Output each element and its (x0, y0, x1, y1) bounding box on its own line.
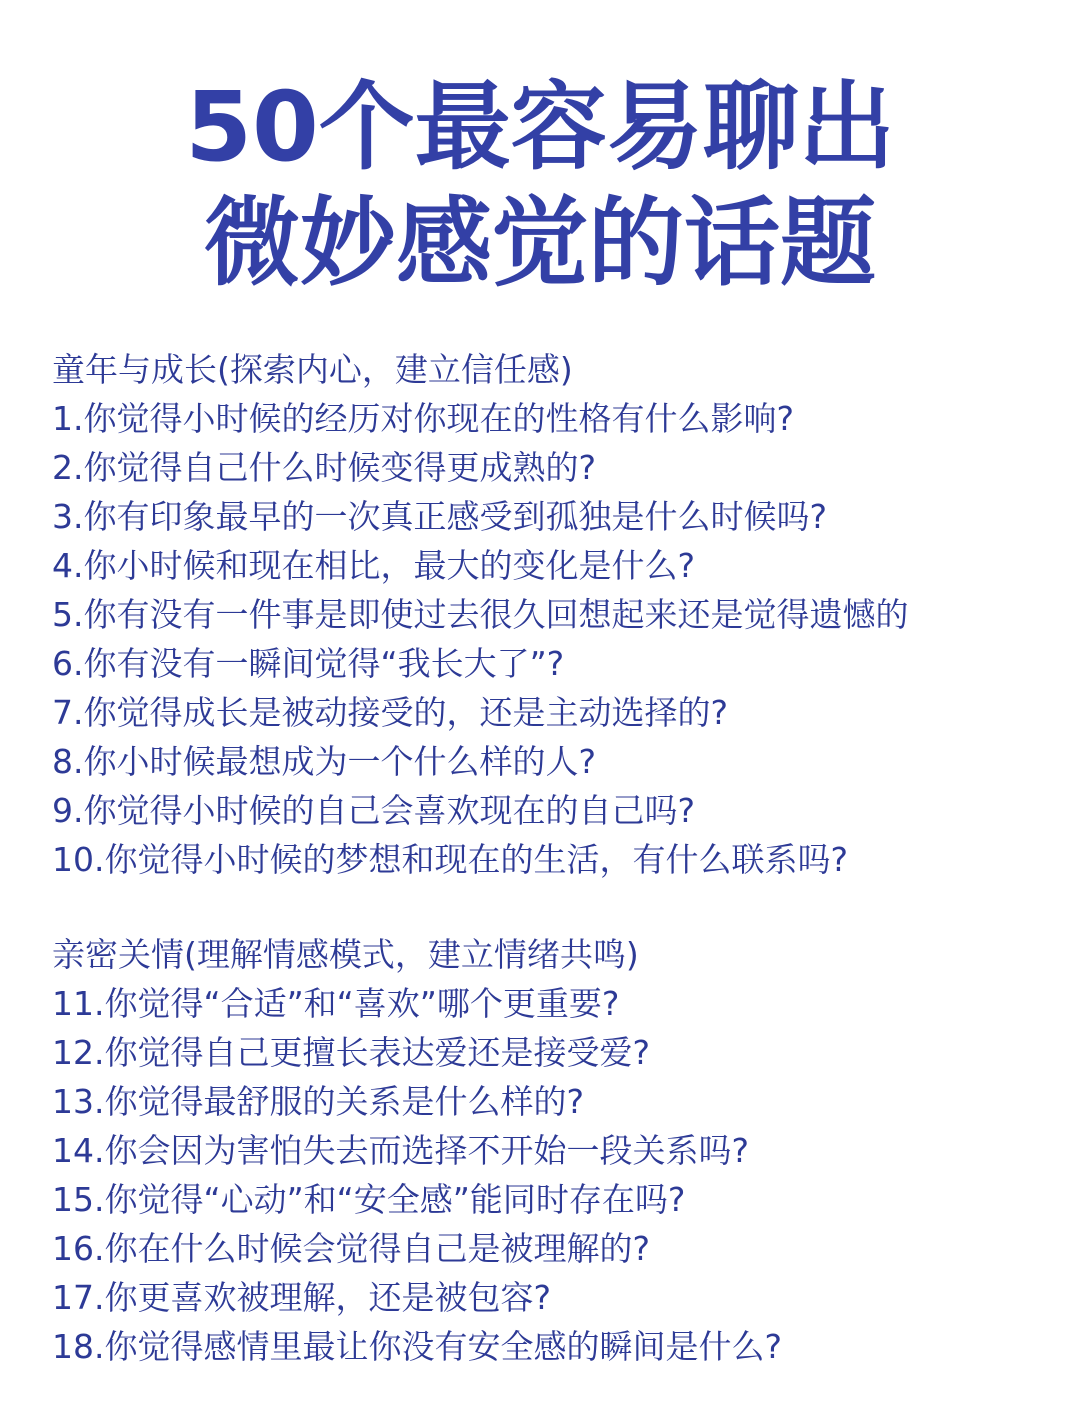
page-title-line-1: 50个最容易聊出 (185, 71, 895, 183)
list-item: 15.你觉得“心动”和“安全感”能同时存在吗? (52, 1180, 686, 1219)
list-item: 13.你觉得最舒服的关系是什么样的? (52, 1082, 584, 1121)
list-item: 12.你觉得自己更擅长表达爱还是接受爱? (52, 1033, 650, 1072)
list-item: 1.你觉得小时候的经历对你现在的性格有什么影响? (52, 399, 795, 438)
list-item: 3.你有印象最早的一次真正感受到孤独是什么时候吗? (52, 497, 828, 536)
list-item: 2.你觉得自己什么时候变得更成熟的? (52, 448, 597, 487)
list-item: 18.你觉得感情里最让你没有安全感的瞬间是什么? (52, 1327, 782, 1366)
list-item: 16.你在什么时候会觉得自己是被理解的? (52, 1229, 650, 1268)
section-heading: 童年与成长(探索内心，建立信任感) (52, 350, 573, 389)
list-item: 6.你有没有一瞬间觉得“我长大了”? (52, 644, 565, 683)
list-item: 4.你小时候和现在相比，最大的变化是什么? (52, 546, 696, 585)
page-title-line-2: 微妙感觉的话题 (204, 187, 876, 299)
list-item: 11.你觉得“合适”和“喜欢”哪个更重要? (52, 984, 620, 1023)
list-item: 9.你觉得小时候的自己会喜欢现在的自己吗? (52, 791, 696, 830)
list-item: 8.你小时候最想成为一个什么样的人? (52, 742, 597, 781)
list-item: 10.你觉得小时候的梦想和现在的生活，有什么联系吗? (52, 840, 848, 879)
list-item: 17.你更喜欢被理解，还是被包容? (52, 1278, 551, 1317)
list-item: 5.你有没有一件事是即使过去很久回想起来还是觉得遗憾的 (52, 595, 909, 634)
list-item: 14.你会因为害怕失去而选择不开始一段关系吗? (52, 1131, 749, 1170)
section-heading: 亲密关情(理解情感模式，建立情绪共鸣) (52, 935, 639, 974)
list-item: 7.你觉得成长是被动接受的，还是主动选择的? (52, 693, 729, 732)
